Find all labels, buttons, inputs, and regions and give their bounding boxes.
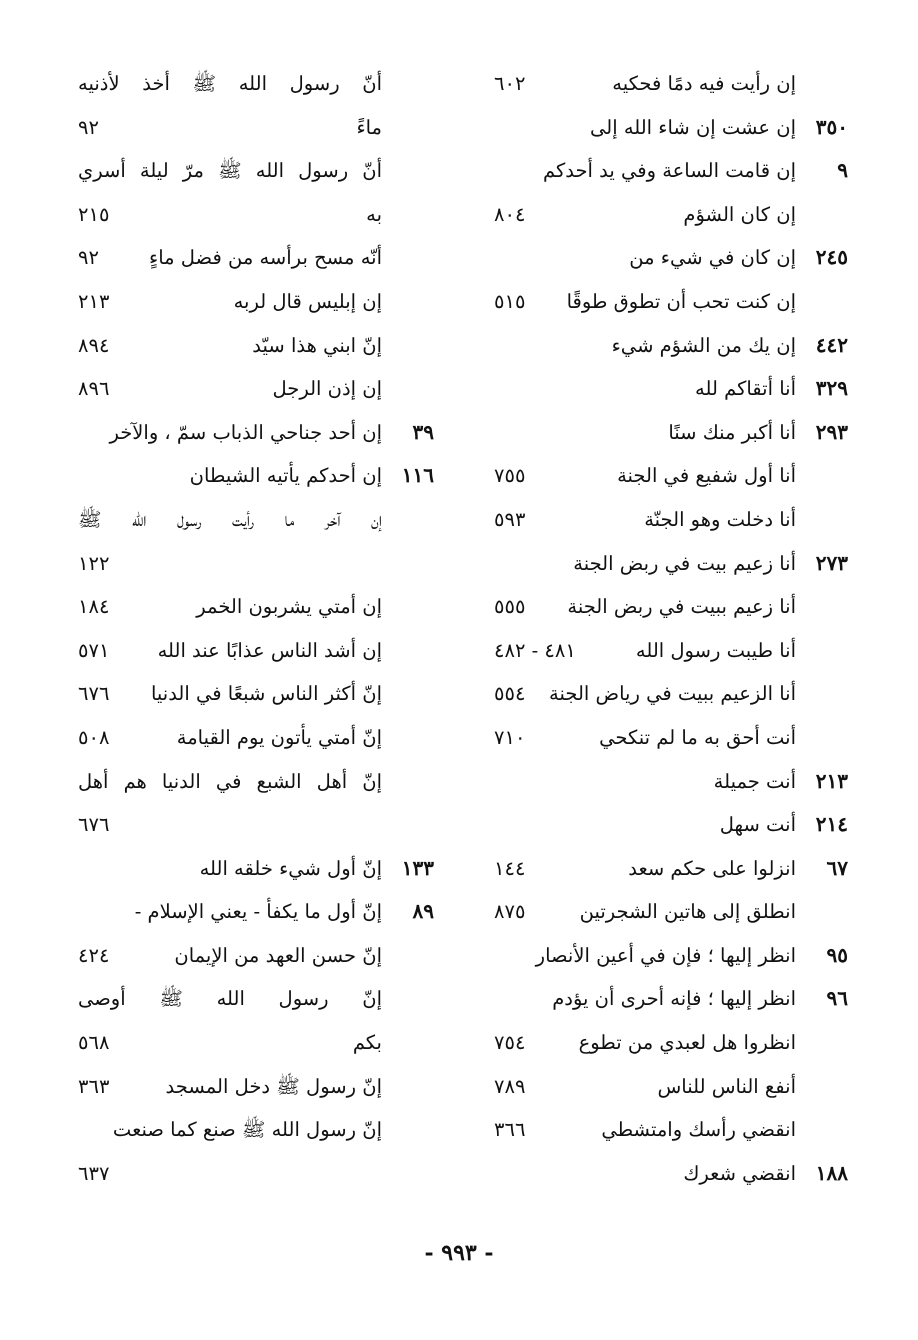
page-reference: ٦٧٦ [78,682,110,706]
hadith-text: انظر إليها ؛ فإن في أعين الأنصار [535,943,796,967]
page-reference: ٢١٥ [78,202,110,226]
hadith-number: ٣٥٠ [815,114,848,139]
index-entry [78,1065,434,1109]
page-reference: ٥٦٨ [78,1031,110,1055]
hadith-text: انقضي رأسك وامتشطي [601,1118,796,1142]
hadith-number: ٢٤٥ [815,245,848,270]
hadith-text: إن كنت تحب أن تطوق طوقًا [566,289,796,313]
hadith-text: أنا الزعيم ببيت في رياض الجنة [549,682,796,706]
hadith-number: ٩٥ [826,942,848,967]
hadith-text: انظروا هل لعبدي من تطوع [578,1031,796,1055]
index-entry [78,280,434,324]
hadith-text: إن إذن الرجل [272,377,382,401]
page-reference: ١٢٢ [78,551,110,575]
index-entry [78,106,434,150]
index-entry [494,1021,848,1065]
index-entry [494,1065,848,1109]
hadith-text: إن أحد جناحي الذباب سمّ ، والآخر [109,420,382,444]
index-entry [78,411,434,455]
hadith-number: ١٨٨ [815,1160,848,1185]
index-entry [78,760,434,804]
page-reference: ٣٦٣ [78,1074,110,1098]
hadith-text: أنا أتقاكم لله [695,377,796,401]
page-reference: ٣٦٦ [494,1118,526,1142]
index-entry [78,890,434,934]
page-reference: ٥٥٥ [494,595,526,619]
index-entry [78,716,434,760]
hadith-number: ٨٩ [412,899,434,924]
index-entry [494,803,848,847]
hadith-text: أنت جميلة [713,769,796,793]
hadith-text: انطلق إلى هاتين الشجرتين [579,900,796,924]
hadith-text: أنفع الناس للناس [657,1074,796,1098]
page-reference: ٩٢ [78,246,99,270]
page-reference: ٧٨٩ [494,1074,526,1098]
hadith-text: إن عشت إن شاء الله إلى [590,115,796,139]
hadith-text: إنّ رسول ﷺ دخل المسجد [165,1074,382,1098]
index-entry [494,280,848,324]
hadith-text: إن قامت الساعة وفي يد أحدكم [543,159,796,183]
hadith-text: إن يك من الشؤم شيء [611,333,796,357]
page-reference: ٥٧١ [78,638,110,662]
index-entry [78,629,434,673]
hadith-text: أنّ رسول الله ﷺ مرّ ليلة أسري [78,159,382,183]
hadith-number: ٩٦ [826,986,848,1011]
hadith-text: أنا دخلت وهو الجنّة [644,507,796,531]
index-entry [494,629,848,673]
index-entry [494,149,848,193]
index-entry [78,62,434,106]
hadith-text: إنّ أكثر الناس شبعًا في الدنيا [150,682,382,706]
index-entry [78,498,434,542]
index-entry [494,585,848,629]
hadith-number: ٢٩٣ [815,419,848,444]
page-reference: ٨٩٤ [78,333,110,357]
index-entry [494,367,848,411]
page-reference: ٦٠٢ [494,72,526,95]
page-reference: ١٤٤ [494,856,526,880]
hadith-text: أنا زعيم ببيت في ربض الجنة [567,595,796,619]
hadith-number: ٦٧ [826,855,848,880]
index-entry [494,498,848,542]
index-entry [78,672,434,716]
page-reference: ٧١٠ [494,725,526,749]
hadith-number: ٣٩ [412,419,434,444]
page-reference: ٨٠٤ [494,202,526,226]
hadith-text: إنّ أهل الشبع في الدنيا هم أهل [78,769,382,793]
hadith-text: أنّه مسح برأسه من فضل ماءٍ [149,246,382,270]
hadith-text: أنا زعيم بيت في ربض الجنة [573,551,796,575]
hadith-number: ٤٤٢ [815,332,848,357]
index-entry [494,847,848,891]
hadith-text: إن رأيت فيه دمًا فحكيه [612,72,796,95]
index-entry [78,1152,434,1196]
hadith-text: إن أشد الناس عذابًا عند الله [157,638,382,662]
hadith-text: إن كان الشؤم [683,202,796,226]
hadith-text: إنّ أمتي يأتون يوم القيامة [176,725,382,749]
hadith-text: إن أحدكم يأتيه الشيطان [189,464,382,488]
index-entry [78,934,434,978]
hadith-text: بكم [352,1031,382,1055]
page-reference: ٨٧٥ [494,900,526,924]
hadith-text: إن كان في شيء من [629,246,796,270]
hadith-text: إن أمتي يشربون الخمر [196,595,382,619]
page-reference: ٤٢٤ [78,943,110,967]
page-reference: ٩٢ [78,115,99,139]
page-reference: ٥٥٤ [494,682,526,706]
index-entry [494,324,848,368]
hadith-text: أنا طيبت رسول الله [635,638,796,662]
hadith-text: إنّ أول ما يكفأ - يعني الإسلام - [134,900,382,924]
index-column-right [494,62,848,1195]
hadith-number: ١١٦ [401,463,434,488]
page-reference: ٥٩٣ [494,507,526,531]
index-entry [494,106,848,150]
page-reference: ٨٩٦ [78,377,110,401]
index-entry [78,193,434,237]
index-entry [494,977,848,1021]
index-entry [78,367,434,411]
page-reference: ٦٧٦ [78,813,110,837]
index-entry [78,1021,434,1065]
page-reference: ٥٠٨ [78,725,110,749]
page-reference: ٥١٥ [494,289,526,313]
hadith-text: إنّ ابني هذا سيّد [252,333,382,357]
index-entry [494,62,848,106]
hadith-number: ٩ [837,158,848,183]
index-column-left [78,62,434,1195]
index-entry [494,236,848,280]
page-number: - ٩٩٣ - [424,1240,494,1266]
index-entry [494,716,848,760]
hadith-text: إنّ رسول الله ﷺ صنع كما صنعت [112,1118,382,1142]
index-entry [494,1152,848,1196]
index-entry [78,324,434,368]
index-entry [78,585,434,629]
index-entry [78,847,434,891]
index-entry [494,760,848,804]
index-entry [78,236,434,280]
hadith-text: ماءً [356,115,382,139]
hadith-text: إن آخر ما رأيت رسول الله ﷺ [78,507,382,531]
hadith-text: أنا أول شفيع في الجنة [617,464,796,488]
hadith-number: ٢١٤ [815,812,848,837]
hadith-number: ٣٢٩ [815,376,848,401]
hadith-text: أنت سهل [719,813,796,837]
page-reference: ٤٨١ - ٤٨٢ [494,638,576,662]
index-entry [494,193,848,237]
hadith-text: إنّ حسن العهد من الإيمان [174,943,382,967]
index-entry [494,672,848,716]
hadith-number: ٢١٣ [815,768,848,793]
index-entry [78,454,434,498]
hadith-text: أنت أحق به ما لم تنكحي [599,725,796,749]
page-reference: ٦٣٧ [78,1161,110,1185]
index-entry [78,149,434,193]
index-entry [78,977,434,1021]
index-entry [78,542,434,586]
index-entry [78,803,434,847]
index-entry [494,890,848,934]
hadith-text: أنّ رسول الله ﷺ أخذ لأذنيه [78,72,382,95]
index-entry [78,1108,434,1152]
hadith-text: انزلوا على حكم سعد [628,856,796,880]
hadith-text: أنا أكبر منك سنًا [668,420,796,444]
hadith-text: إن إبليس قال لربه [233,289,382,313]
page-reference: ٧٥٤ [494,1031,526,1055]
index-entry [494,411,848,455]
page-reference: ٧٥٥ [494,464,526,488]
hadith-text: إنّ رسول الله ﷺ أوصى [78,987,382,1011]
hadith-text: انقضي شعرك [683,1161,796,1185]
index-entry [494,934,848,978]
index-entry [494,1108,848,1152]
hadith-number: ١٣٣ [401,855,434,880]
hadith-text: انظر إليها ؛ فإنه أحرى أن يؤدم [552,987,796,1011]
hadith-text: إنّ أول شيء خلقه الله [199,856,382,880]
hadith-number: ٢٧٣ [815,550,848,575]
page-reference: ١٨٤ [78,595,110,619]
index-entry [494,542,848,586]
page-reference: ٢١٣ [78,289,110,313]
index-entry [494,454,848,498]
hadith-text: به [366,202,382,226]
